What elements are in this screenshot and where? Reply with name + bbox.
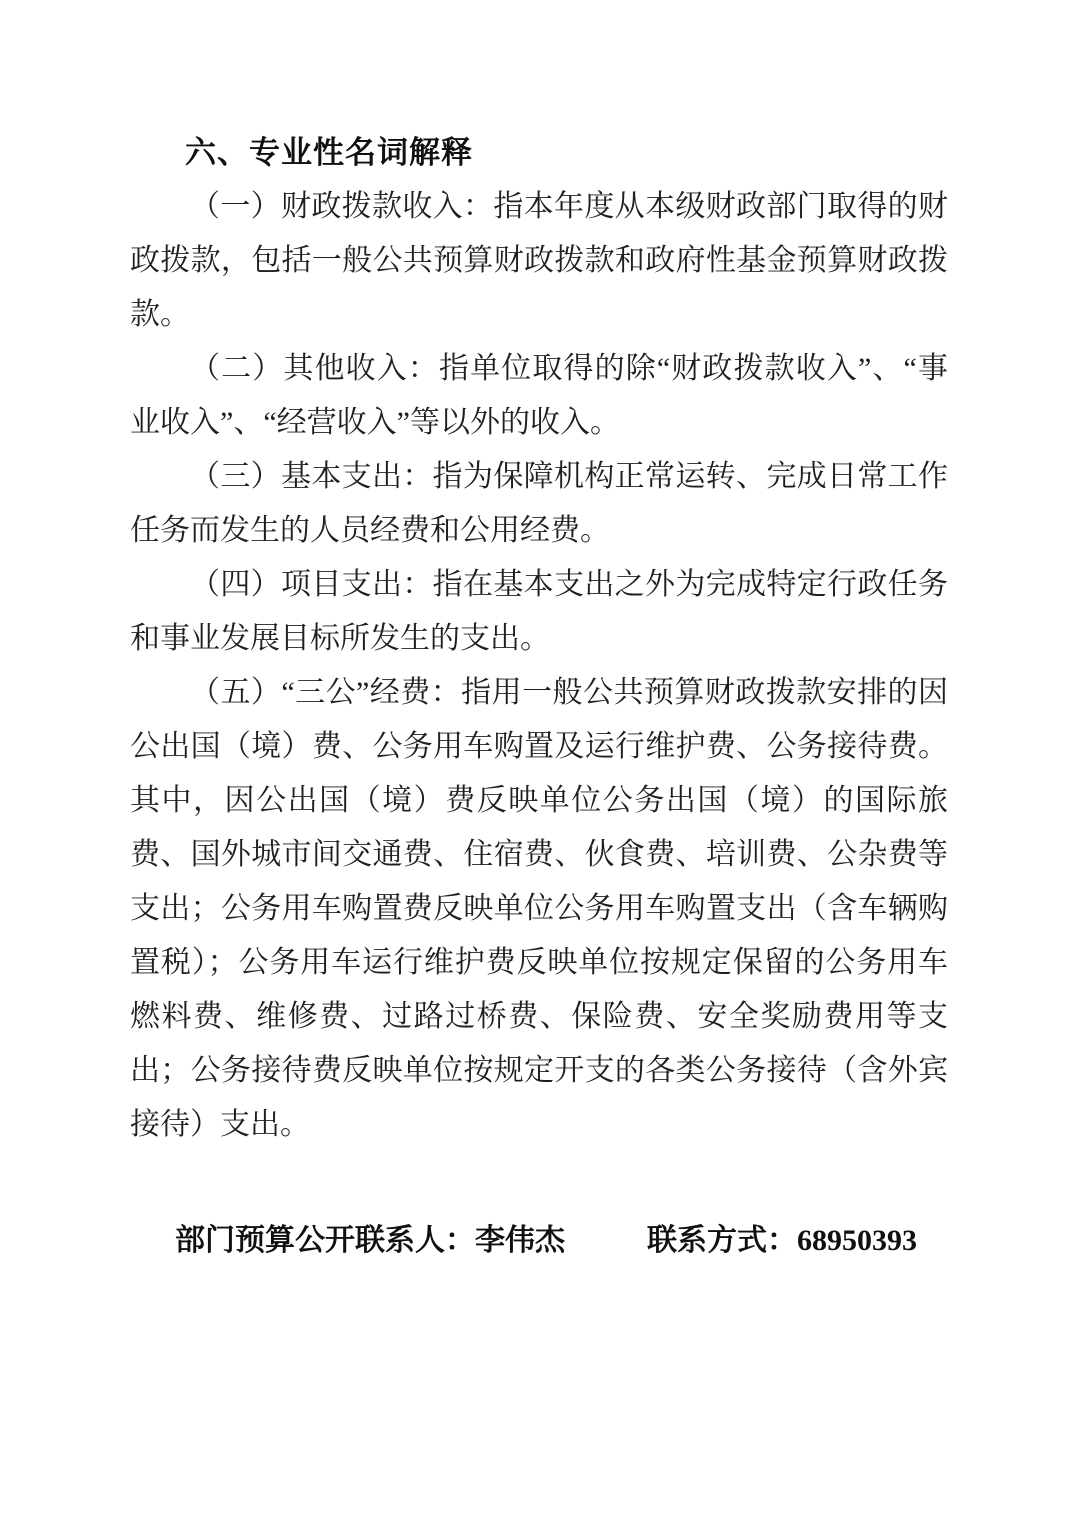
- contact-person-label: 部门预算公开联系人：: [175, 1224, 475, 1257]
- contact-line: [175, 1214, 948, 1268]
- section-heading: 六、专业性名词解释: [185, 135, 473, 170]
- paragraph-three-public-funds: （五）“三公”经费：指用一般公共预算财政拨款安排的因公出国（境）费、公务用车购置及运行维护费、公务接待费。其中，因公出国（境）费反映单位公务出国（境）的国际旅费、国外城市间交通费、住宿费、伙食费、培训费、公杂费等支出；公务用车购置费反映单位公务用车购置支出（含车辆购置税）；公务用车运行维护费反映单位按规定保留的公务用车燃料费、维修费、过路过桥费、保险费、安全奖励费用等支出；公务接待费反映单位按规定开支的各类公务接待（含外宾接待）支出。: [130, 676, 948, 1141]
- contact-phone-label: 联系方式：: [647, 1224, 797, 1257]
- paragraph-project-expenditure: （四）项目支出：指在基本支出之外为完成特定行政任务和事业发展目标所发生的支出。: [130, 568, 948, 655]
- contact-person-name: 李伟杰: [475, 1224, 565, 1257]
- paragraph-fiscal-appropriation-income: （一）财政拨款收入：指本年度从本级财政部门取得的财政拨款，包括一般公共预算财政拨款和政府性基金预算财政拨款。: [130, 190, 948, 331]
- contact-phone-number: 68950393: [797, 1224, 917, 1257]
- paragraph-other-income: （二）其他收入：指单位取得的除“财政拨款收入”、“事业收入”、“经营收入”等以外的收入。: [130, 352, 948, 439]
- paragraph-basic-expenditure: （三）基本支出：指为保障机构正常运转、完成日常工作任务而发生的人员经费和公用经费。: [130, 460, 948, 547]
